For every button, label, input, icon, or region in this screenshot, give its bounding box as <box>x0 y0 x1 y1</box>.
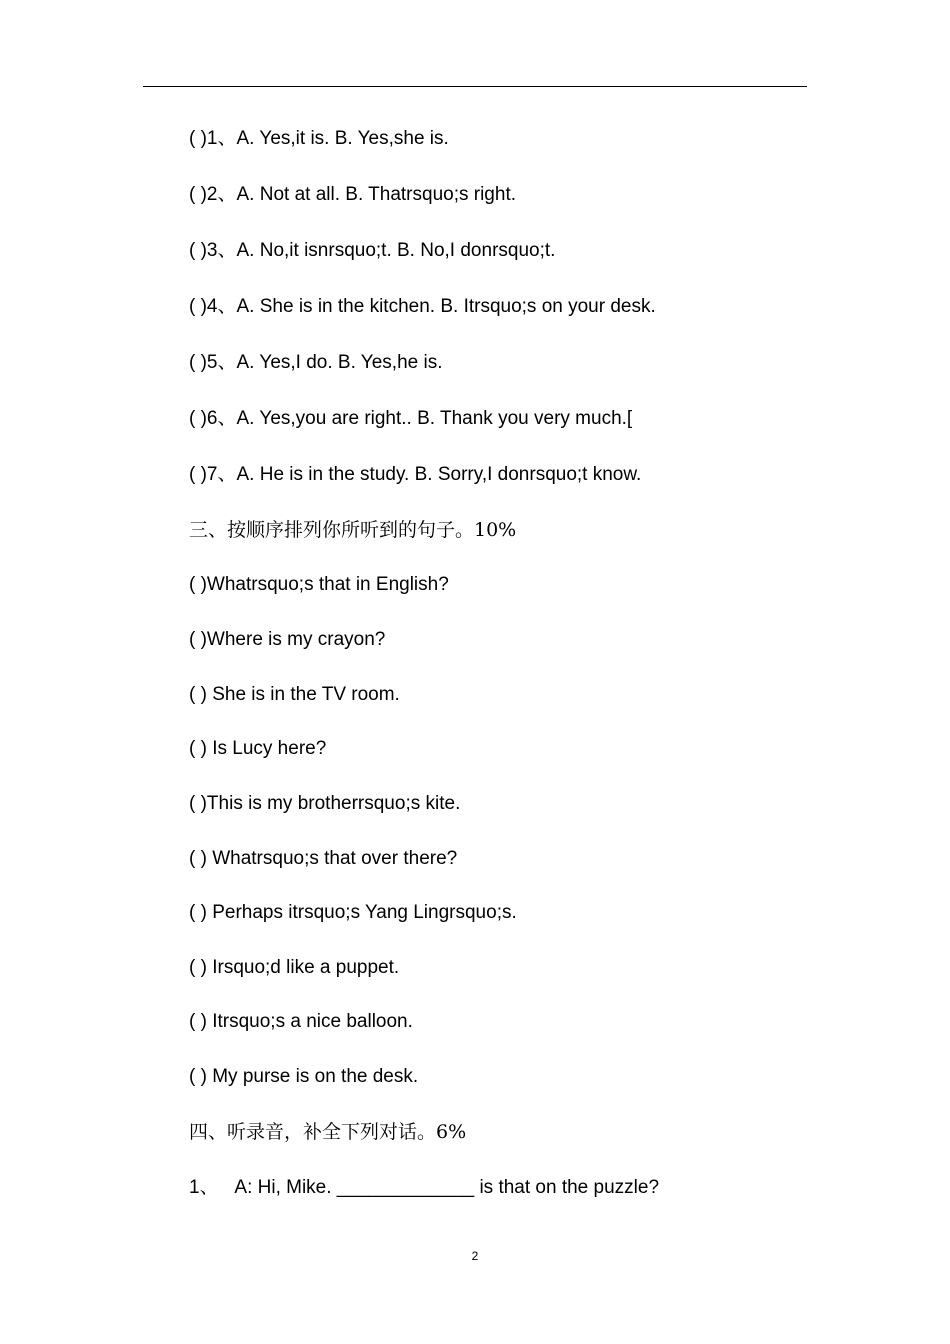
ordering-item-6: ( ) Whatrsquo;s that over there? <box>189 848 458 869</box>
ordering-item-4: ( ) Is Lucy here? <box>189 738 327 759</box>
question-line-7: ( )7、A. He is in the study. B. Sorry,I donrsquo;t know. <box>189 464 642 485</box>
page-number: 2 <box>471 1249 479 1263</box>
question-line-6: ( )6、A. Yes,you are right.. B. Thank you very much.[ <box>189 408 633 429</box>
ordering-item-1: ( )Whatrsquo;s that in English? <box>189 574 449 595</box>
question-line-2: ( )2、A. Not at all. B. Thatrsquo;s right. <box>189 184 516 205</box>
header-rule <box>143 86 807 87</box>
section-three-heading: 三、按顺序排列你所听到的句子。10% <box>189 519 517 541</box>
ordering-item-3: ( ) She is in the TV room. <box>189 684 400 705</box>
section-four-heading: 四、听录音，补全下列对话。6% <box>189 1121 467 1143</box>
ordering-item-8: ( ) Irsquo;d like a puppet. <box>189 957 400 978</box>
question-line-3: ( )3、A. No,it isnrsquo;t. B. No,I donrsquo;t. <box>189 240 556 261</box>
ordering-item-10: ( ) My purse is on the desk. <box>189 1066 419 1087</box>
question-line-4: ( )4、A. She is in the kitchen. B. Itrsquo;s on your desk. <box>189 296 656 317</box>
question-line-5: ( )5、A. Yes,I do. B. Yes,he is. <box>189 352 443 373</box>
question-line-1: ( )1、A. Yes,it is. B. Yes,she is. <box>189 128 449 149</box>
ordering-item-5: ( )This is my brotherrsquo;s kite. <box>189 793 461 814</box>
ordering-item-2: ( )Where is my crayon? <box>189 629 386 650</box>
dialogue-line-1: 1、 A: Hi, Mike. _____________ is that on the puzzle? <box>189 1177 660 1198</box>
ordering-item-9: ( ) Itrsquo;s a nice balloon. <box>189 1011 413 1032</box>
ordering-item-7: ( ) Perhaps itrsquo;s Yang Lingrsquo;s. <box>189 902 517 923</box>
